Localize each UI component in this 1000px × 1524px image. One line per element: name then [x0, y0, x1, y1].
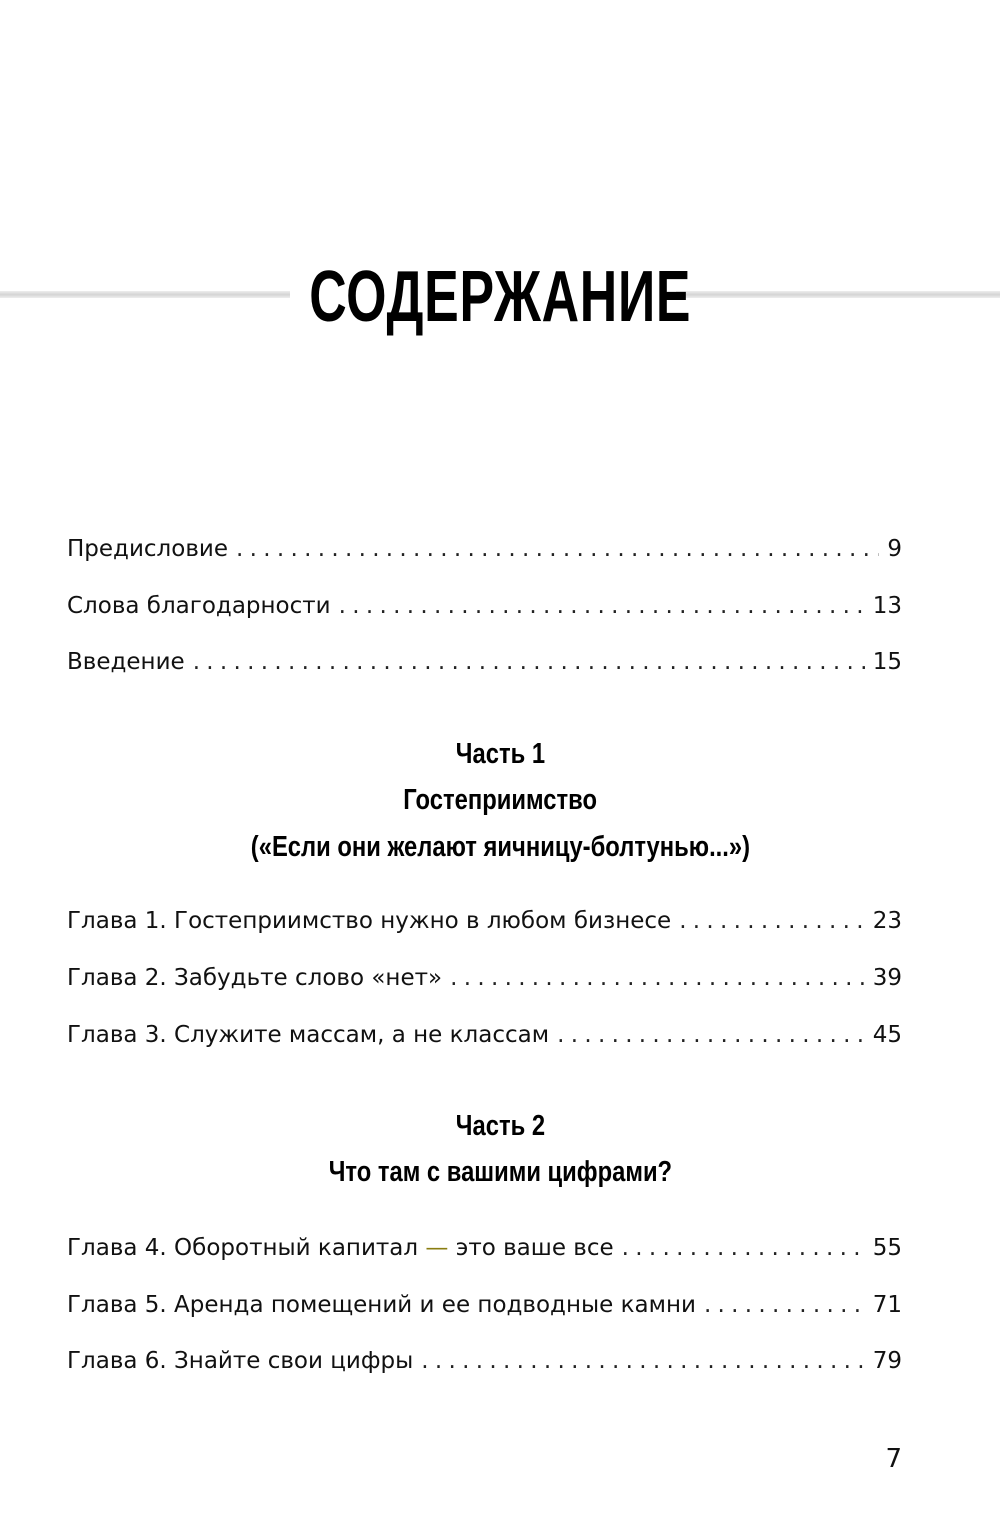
- toc-entry-page: 15: [872, 649, 902, 675]
- toc-entry-label: Глава 2. Забудьте слово «нет»: [67, 965, 443, 991]
- dot-leader: [339, 591, 865, 621]
- part-2-number: [0, 1110, 1000, 1143]
- toc-entry-label: Слова благодарности: [67, 593, 331, 619]
- label-part: это ваше все: [448, 1235, 614, 1261]
- dot-leader: [679, 906, 865, 936]
- page-title-text: СОДЕРЖАНИЕ: [309, 257, 691, 337]
- toc-entry[interactable]: [67, 963, 902, 993]
- toc-entry[interactable]: [67, 591, 902, 621]
- page-number: 7: [885, 1444, 902, 1474]
- dot-leader: [193, 647, 865, 677]
- toc-entry[interactable]: [67, 1290, 902, 1320]
- part-subtitle-text: («Если они желают яичницу-болтунью...»): [250, 831, 750, 863]
- toc-entry-page: 45: [872, 1022, 902, 1048]
- toc-entry[interactable]: [67, 534, 902, 564]
- toc-entry-label: [67, 1233, 622, 1263]
- toc-entry[interactable]: [67, 1346, 902, 1376]
- toc-entry-label: Глава 6. Знайте свои цифры: [67, 1348, 414, 1374]
- label-part: Глава 4. Оборотный капитал: [67, 1235, 426, 1261]
- dot-leader: [450, 963, 865, 993]
- dot-leader: [704, 1290, 865, 1320]
- part-number-text: Часть 1: [455, 738, 545, 770]
- toc-entry-label: Введение: [67, 649, 185, 675]
- part-title-text: Гостеприимство: [403, 784, 597, 816]
- page-title: [0, 256, 1000, 338]
- part-number-text: Часть 2: [455, 1110, 545, 1142]
- dot-leader: [557, 1020, 865, 1050]
- toc-entry-label: Глава 5. Аренда помещений и ее подводные камни: [67, 1292, 696, 1318]
- part-title-text: Что там с вашими цифрами?: [328, 1156, 672, 1188]
- toc-entry[interactable]: [67, 647, 902, 677]
- part-1-number: [0, 738, 1000, 771]
- em-dash: —: [425, 1235, 449, 1261]
- dot-leader: [236, 534, 879, 564]
- dot-leader: [622, 1233, 865, 1263]
- toc-entry[interactable]: [67, 906, 902, 936]
- toc-entry-page: 39: [872, 965, 902, 991]
- part-2-title: [0, 1156, 1000, 1189]
- toc-entry-label: Глава 3. Служите массам, а не классам: [67, 1022, 550, 1048]
- toc-entry-label: Предисловие: [67, 536, 228, 562]
- toc-entry-page: 13: [872, 593, 902, 619]
- toc-entry-page: 71: [872, 1292, 902, 1318]
- toc-entry-page: 55: [872, 1235, 902, 1261]
- toc-entry-page: 79: [872, 1348, 902, 1374]
- toc-entry-label: Глава 1. Гостеприимство нужно в любом бизнесе: [67, 908, 672, 934]
- toc-entry-page: 23: [872, 908, 902, 934]
- part-1-title: [0, 784, 1000, 817]
- toc-entry-page: 9: [887, 536, 902, 562]
- toc-entry[interactable]: [67, 1020, 902, 1050]
- dot-leader: [421, 1346, 864, 1376]
- toc-entry[interactable]: [67, 1233, 902, 1263]
- part-1-subtitle: [0, 831, 1000, 864]
